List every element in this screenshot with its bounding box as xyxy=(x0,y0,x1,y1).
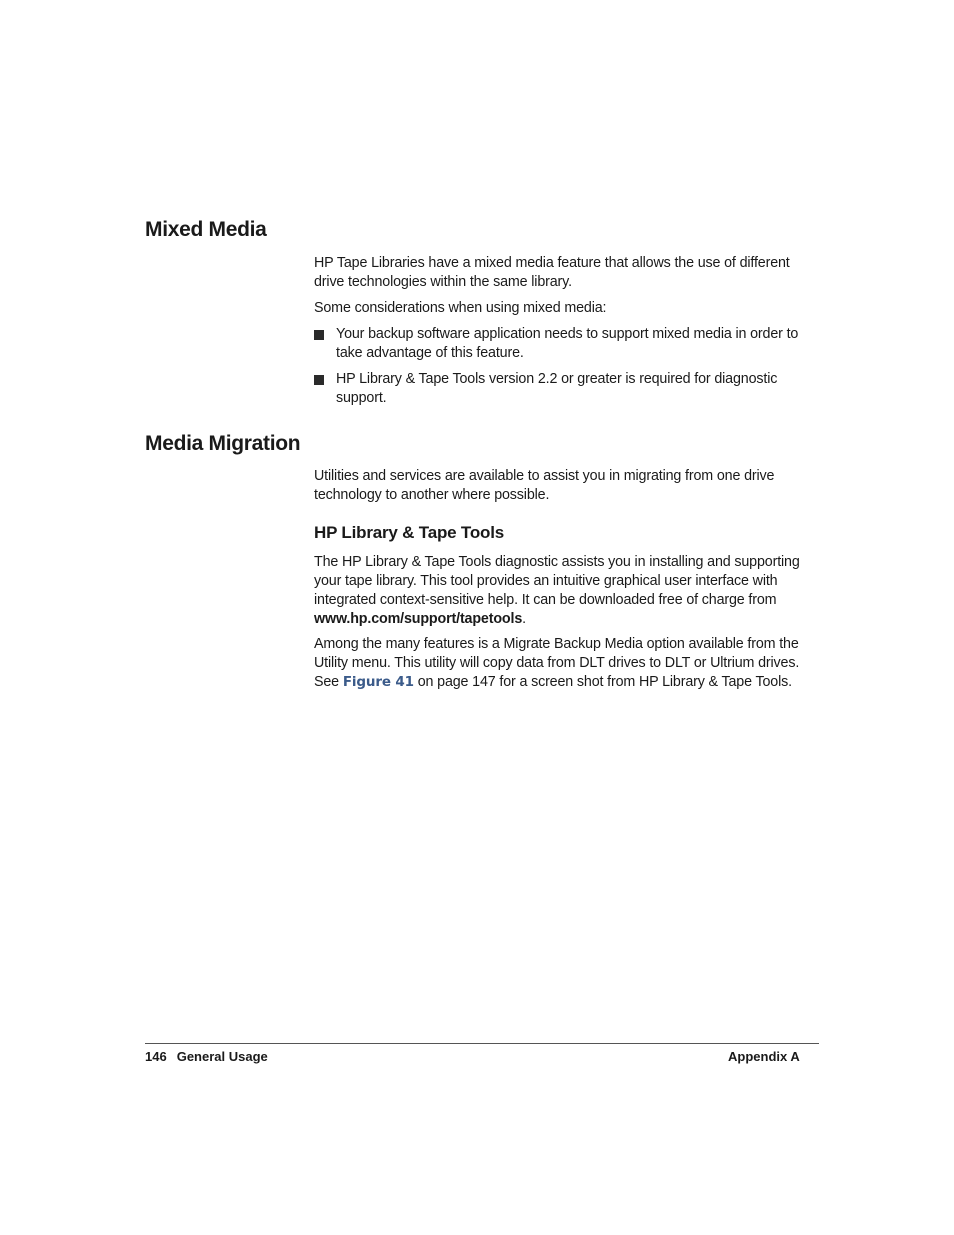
list-item-text: Your backup software application needs to support mixed media in order to take advantage of this feature. xyxy=(336,326,799,361)
figure-41-link[interactable]: Figure 41 xyxy=(342,674,414,690)
tape-tools-paragraph-1 xyxy=(314,553,822,629)
chapter-title: General Usage xyxy=(176,1049,268,1064)
bullet-square-icon xyxy=(314,330,324,340)
media-migration-intro: Utilities and services are available to assist you in migrating from one drive technology to another where possible. xyxy=(314,468,775,503)
bullet-square-icon xyxy=(314,375,324,385)
subsection-heading-tape-tools: HP Library & Tape Tools xyxy=(314,523,504,542)
migrate-text: Among the many features is a Migrate Backup Media option available from the Utility menu. This utility will copy data from DLT drives to DLT or Ultrium drives. See xyxy=(314,636,800,690)
footer-left xyxy=(145,1048,268,1066)
footer-divider xyxy=(145,1043,819,1044)
section-heading-mixed-media: Mixed Media xyxy=(145,218,267,241)
tape-tools-paragraph-2 xyxy=(314,635,822,692)
mixed-media-considerations: Some considerations when using mixed media: xyxy=(314,300,607,316)
section-heading-media-migration: Media Migration xyxy=(145,432,301,455)
sentence-end: . xyxy=(522,611,526,627)
list-item-text: HP Library & Tape Tools version 2.2 or greater is required for diagnostic support. xyxy=(336,371,778,406)
migrate-text-end: on page 147 for a screen shot from HP Library & Tape Tools. xyxy=(413,674,792,690)
list-item xyxy=(314,325,822,363)
footer-appendix: Appendix A xyxy=(728,1049,800,1064)
mixed-media-intro: HP Tape Libraries have a mixed media feature that allows the use of different drive technologies within the same library. xyxy=(314,255,790,290)
list-item xyxy=(314,370,822,408)
tapetools-url-link[interactable]: www.hp.com/support/tapetools xyxy=(314,611,523,627)
tape-tools-text: The HP Library & Tape Tools diagnostic assists you in installing and supporting your tape library. This tool provides an intuitive graphical user interface with integrated context-sensitive help. It can be downloaded free of charge from xyxy=(314,554,800,608)
page-number: 146 xyxy=(145,1049,167,1064)
